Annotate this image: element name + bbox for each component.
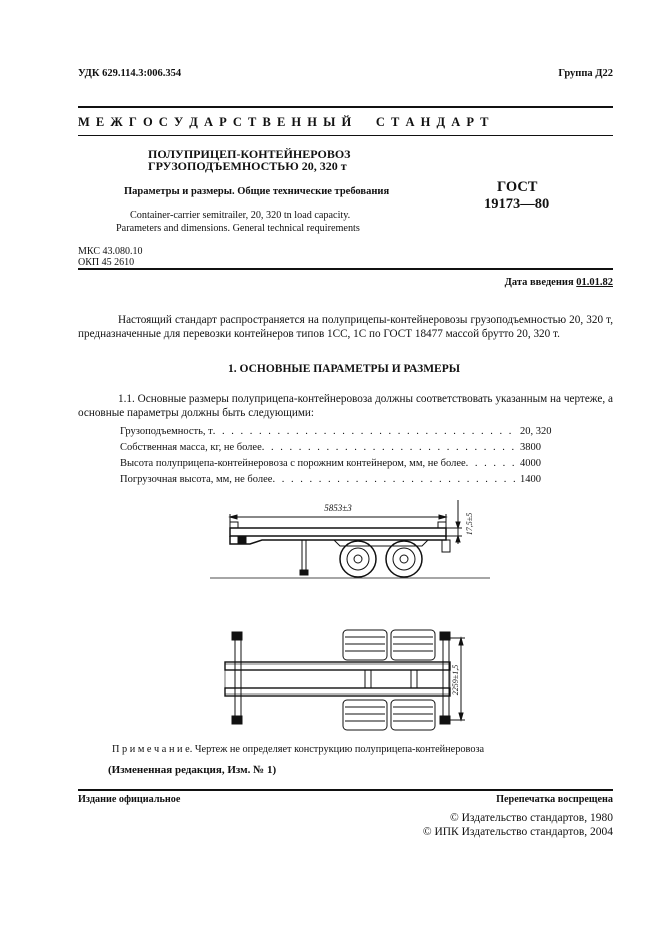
- param-row: [120, 426, 572, 440]
- intro-date-value: 01.01.82: [576, 277, 613, 288]
- okp-code: ОКП 45 2610: [78, 257, 135, 268]
- official-edition: Издание официальное: [78, 794, 181, 805]
- param-label: Грузоподъемность, т: [120, 426, 213, 437]
- param-row: [120, 458, 572, 472]
- section-heading: 1. ОСНОВНЫЕ ПАРАМЕТРЫ И РАЗМЕРЫ: [228, 363, 461, 375]
- english-title-1: Container-carrier semitrailer, 20, 320 tn load capacity.: [130, 210, 351, 221]
- title-line1: ПОЛУПРИЦЕП-КОНТЕЙНЕРОВОЗ: [148, 147, 351, 161]
- mid-rule: [78, 135, 613, 136]
- param-value: 3800: [520, 442, 541, 453]
- param-label: Погрузочная высота, мм, не более: [120, 474, 273, 485]
- footer-rule: [78, 789, 613, 791]
- dim-width-label: 2259±1,5: [451, 664, 460, 696]
- subtitle: Параметры и размеры. Общие технические требования: [124, 186, 390, 197]
- param-value: 1400: [520, 474, 541, 485]
- top-view-drawing: [215, 624, 485, 736]
- intro-date-label: Дата введения: [504, 277, 574, 288]
- frame-rail: [230, 528, 446, 536]
- gost-number: 19173—80: [484, 196, 550, 212]
- section-paragraph: 1.1. Основные размеры полуприцепа-контейнеровоза должны соответствовать указанным на чертеже, а основные параметры должны быть следующими:: [78, 393, 613, 419]
- copyright-2: © ИПК Издательство стандартов, 2004: [422, 826, 613, 838]
- mks-code: МКС 43.080.10: [78, 246, 143, 257]
- note: [112, 744, 484, 755]
- gost-label: ГОСТ: [497, 179, 538, 195]
- note-label: П р и м е ч а н и е.: [112, 744, 193, 755]
- dim-height-label: 17,5±5: [465, 512, 474, 536]
- param-value: 4000: [520, 458, 541, 469]
- param-value: 20, 320: [520, 426, 552, 437]
- english-title-2: Parameters and dimensions. General technical requirements: [116, 223, 360, 234]
- intro-paragraph: Настоящий стандарт распространяется на полуприцепы-контейнеровозы грузоподъемностью 20, 320 т, предназначенные для перевозки контейнеров типов 1СС, 1С по ГОСТ 18477 массой брутто 20, 320 т.: [78, 314, 613, 340]
- copyright-1: © Издательство стандартов, 1980: [449, 812, 613, 824]
- top-rule: [78, 106, 613, 108]
- reprint-notice: Перепечатка воспрещена: [496, 794, 613, 805]
- udk-code: УДК 629.114.3:006.354: [78, 68, 182, 79]
- param-row: [120, 474, 572, 488]
- dim-length-label: 5853±3: [324, 503, 352, 513]
- codes-rule: [78, 268, 613, 270]
- group-code: Группа Д22: [558, 68, 613, 79]
- side-view-drawing: [210, 492, 490, 592]
- standard-type: М Е Ж Г О С У Д А Р С Т В Е Н Н Ы Й С Т А Н Д А Р Т: [78, 115, 490, 129]
- amended-note: (Измененная редакция, Изм. № 1): [108, 764, 277, 776]
- param-row: [120, 442, 572, 456]
- note-text: Чертеж не определяет конструкцию полуприцепа-контейнеровоза: [194, 744, 485, 755]
- param-label: Высота полуприцепа-контейнеровоза с порожним контейнером, мм, не более: [120, 458, 466, 469]
- param-label: Собственная масса, кг, не более: [120, 442, 262, 453]
- intro-date: [505, 277, 613, 288]
- title-line2: ГРУЗОПОДЪЕМНОСТЬЮ 20, 320 т: [148, 159, 347, 173]
